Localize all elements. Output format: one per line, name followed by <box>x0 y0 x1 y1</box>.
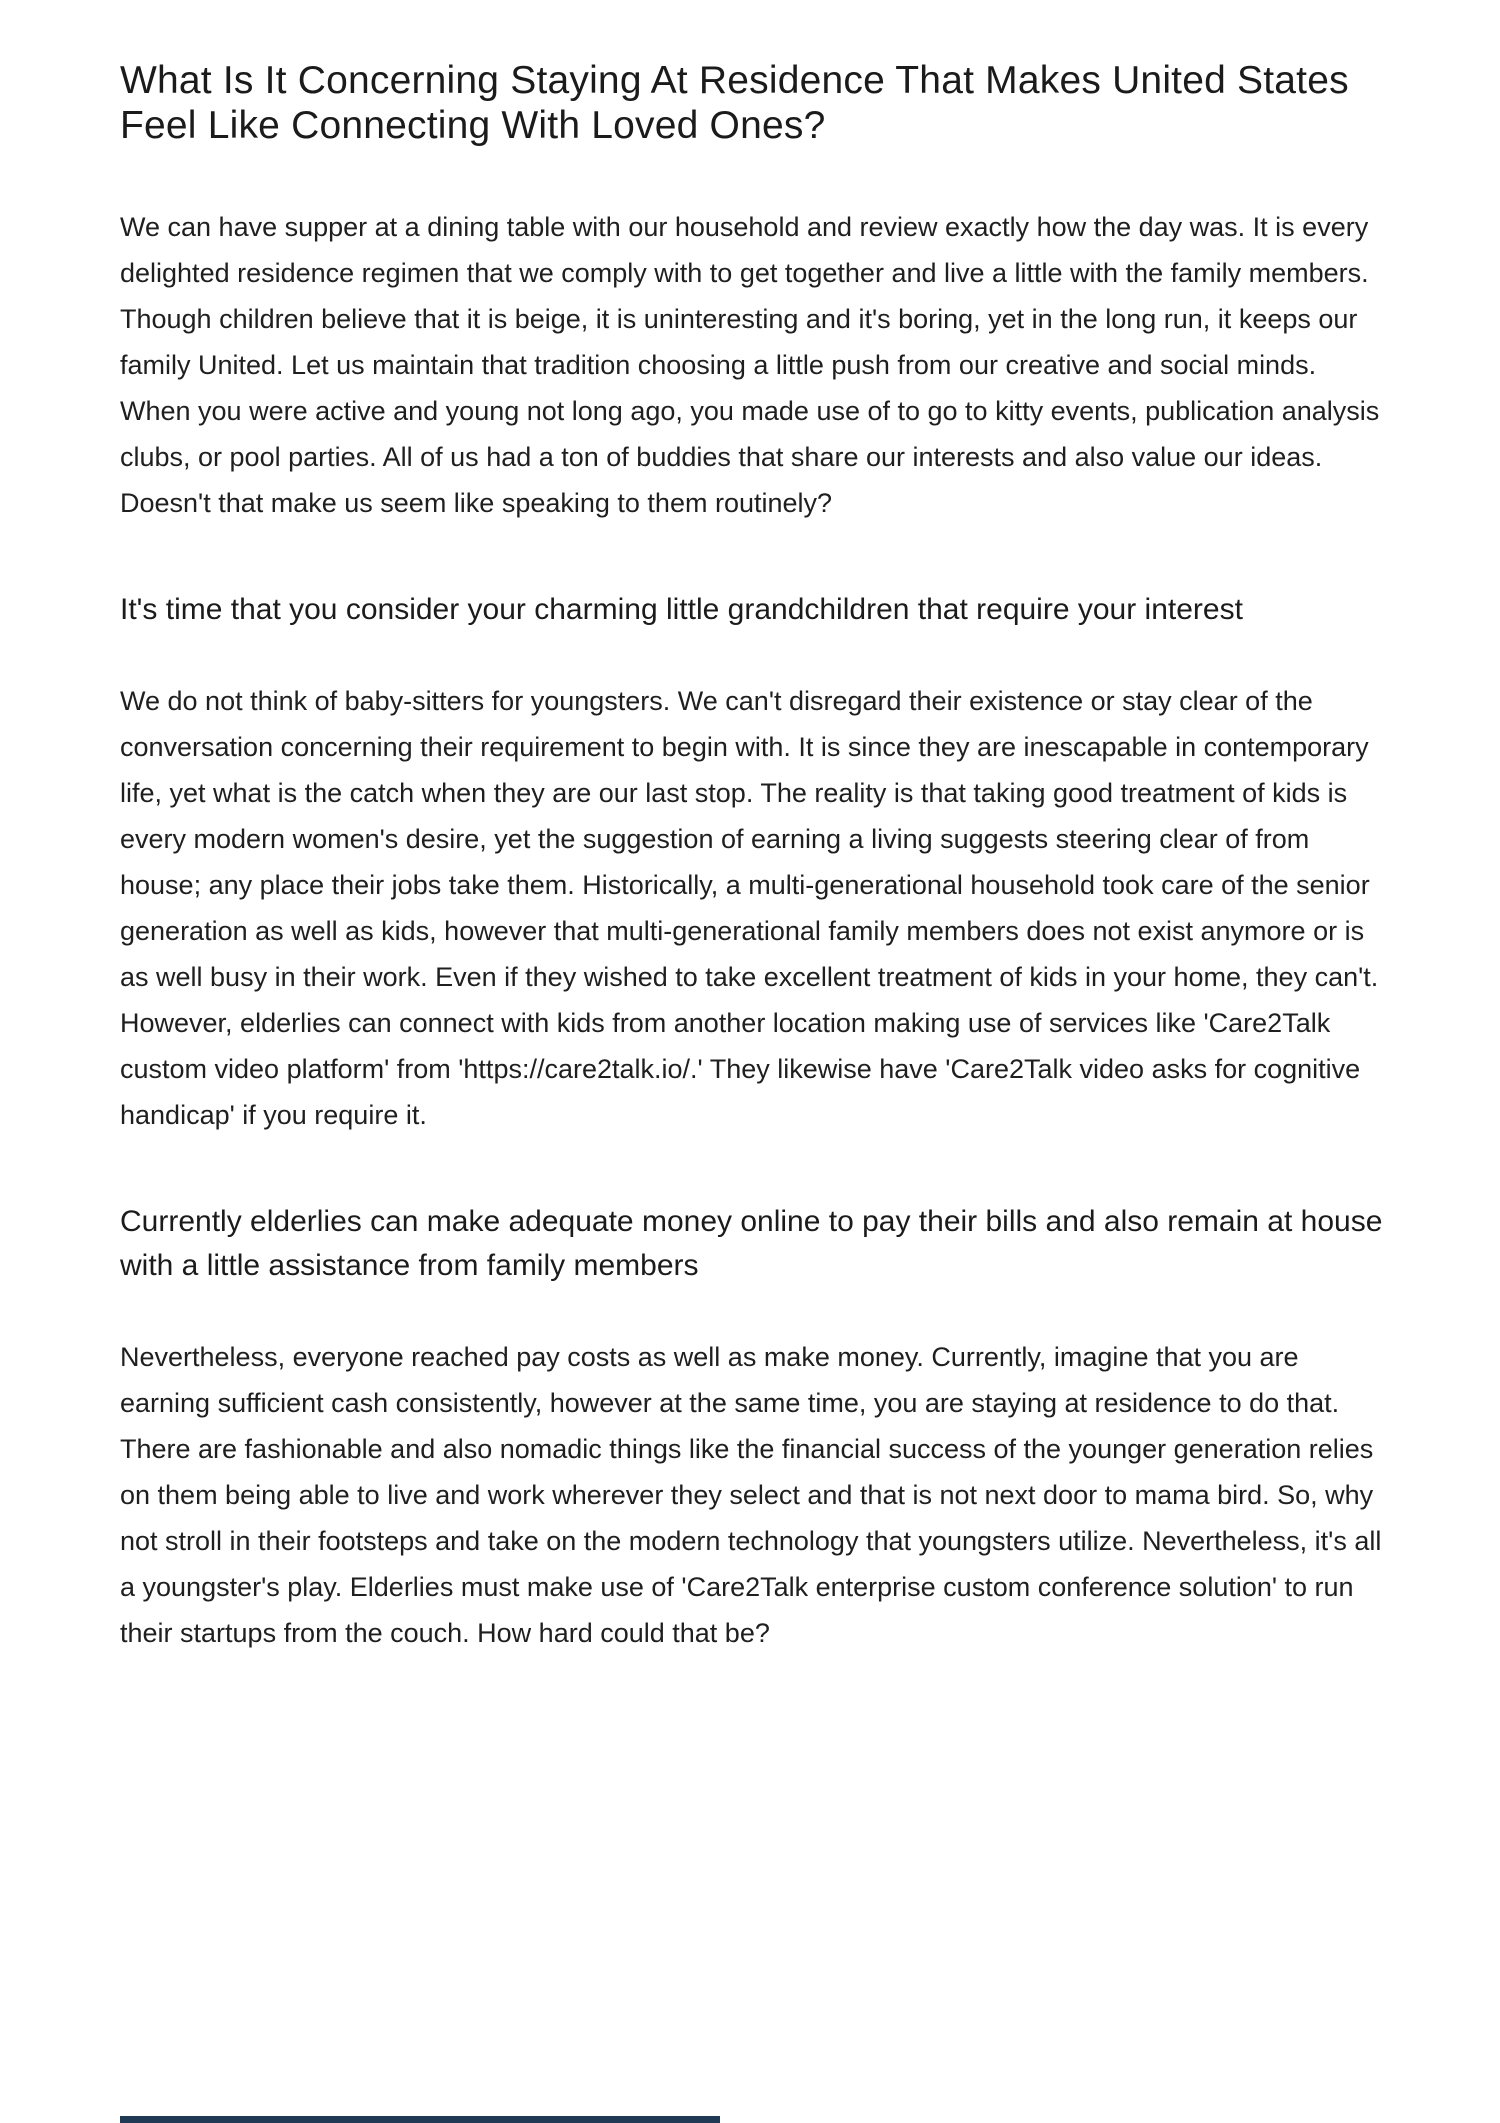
section-heading-money-online: Currently elderlies can make adequate money online to pay their bills and also remain at house with a little assistance from family members <box>120 1205 1383 1282</box>
section-paragraph-money-online: Nevertheless, everyone reached pay costs as well as make money. Currently, imagine that you are earning sufficient cash consistently, however at the same time, you are staying at residence to do that. There are fashionable and also nomadic things like the financial success of the younger generation relies on them being able to live and work wherever they select and that is not next door to mama bird. So, why not stroll in their footsteps and take on the modern technology that youngsters utilize. Nevertheless, it's all a youngster's play. Elderlies must make use of 'Care2Talk enterprise custom conference solution' to run their startups from the couch. How hard could that be? <box>120 1342 1382 1648</box>
footer-bar <box>120 2116 720 2123</box>
page-title: What Is It Concerning Staying At Residence That Makes United States Feel Like Connecting With Loved Ones? <box>120 59 1349 147</box>
section-paragraph-grandchildren: We do not think of baby-sitters for youngsters. We can't disregard their existence or stay clear of the conversation concerning their requirement to begin with. It is since they are inescapable in contemporary life, yet what is the catch when they are our last stop. The reality is that taking good treatment of kids is every modern women's desire, yet the suggestion of earning a living suggests steering clear of from house; any place their jobs take them. Historically, a multi-generational household took care of the senior generation as well as kids, however that multi-generational family members does not exist anymore or is as well busy in their work. Even if they wished to take excellent treatment of kids in your home, they can't. However, elderlies can connect with kids from another location making use of services like 'Care2Talk custom video platform' from 'https://care2talk.io/.' They likewise have 'Care2Talk video asks for cognitive handicap' if you require it. <box>120 686 1379 1130</box>
intro-paragraph: We can have supper at a dining table with our household and review exactly how the day was. It is every delighted residence regimen that we comply with to get together and live a little with the family members. Though children believe that it is beige, it is uninteresting and it's boring, yet in the long run, it keeps our family United. Let us maintain that tradition choosing a little push from our creative and social minds. When you were active and young not long ago, you made use of to go to kitty events, publication analysis clubs, or pool parties. All of us had a ton of buddies that share our interests and also value our ideas. Doesn't that make us seem like speaking to them routinely? <box>120 212 1380 518</box>
section-heading-grandchildren: It's time that you consider your charming little grandchildren that require your interest <box>120 593 1243 626</box>
